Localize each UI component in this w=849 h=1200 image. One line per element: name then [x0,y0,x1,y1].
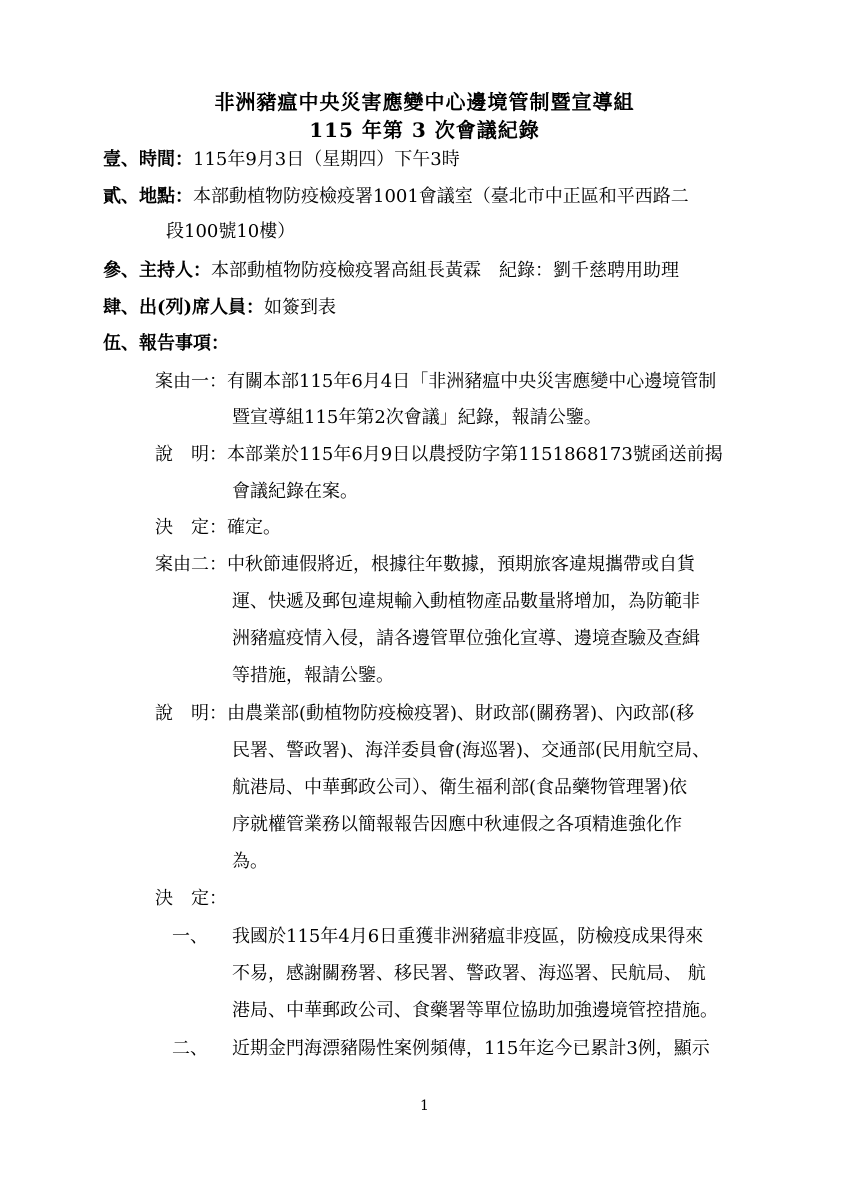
case2-label: 案由二： [155,554,227,575]
case2-line4: 等措施，報請公鑒。 [232,665,394,686]
reports-label: 伍、報告事項： [103,333,229,354]
case1-decision-row [155,516,281,540]
case2-line3: 洲豬瘟疫情入侵，請各邊管單位強化宣導、邊境查驗及查緝 [232,628,700,649]
case2-decision-label: 決 定： [155,888,227,909]
case1-note-line1: 本部業於115年6月9日以農授防字第1151868173號函送前揭 [227,444,723,465]
case1-note-label: 說 明： [155,444,227,465]
case1-label: 案由一： [155,371,227,392]
case2-note-line2: 民署、警政署)、海洋委員會(海巡署)、交通部(民用航空局、 [232,740,711,761]
case2-note-line1: 由農業部(動植物防疫檢疫署)、財政部(關務署)、內政部(移 [227,703,695,724]
chair-value: 本部動植物防疫檢疫署高組長黃霖 紀錄：劉千慈聘用助理 [211,260,679,281]
case1-note-line2: 會議紀錄在案。 [232,481,358,502]
decision-item-1-num: 一、 [172,926,208,947]
time-label: 壹、時間： [103,149,193,170]
case2-row [155,553,695,577]
attendees-row [103,296,336,320]
case2-note-line3: 航港局、中華郵政公司）、衛生福利部(食品藥物管理署)依 [232,777,688,798]
decision-item-1-line1: 我國於115年4月6日重獲非洲豬瘟非疫區，防檢疫成果得來 [232,926,704,947]
decision-item-2-num: 二、 [172,1038,208,1059]
chair-label: 參、主持人： [103,260,211,281]
page-number: 1 [420,1098,429,1114]
place-row [103,185,689,209]
case2-line1: 中秋節連假將近，根據往年數據，預期旅客違規攜帶或自貨 [227,554,695,575]
chair-row [103,259,679,283]
case2-line2: 運、快遞及郵包違規輸入動植物產品數量將增加，為防範非 [232,591,700,612]
doc-title-line2: 115 年第 3 次會議紀錄 [309,118,540,142]
case1-decision: 確定。 [227,517,281,538]
case1-decision-label: 決 定： [155,517,227,538]
time-row [103,148,460,172]
case1-line1: 有關本部115年6月4日「非洲豬瘟中央災害應變中心邊境管制 [227,371,717,392]
time-value: 115年9月3日（星期四）下午3時 [193,149,460,170]
case1-note-row [155,443,723,467]
attendees-value: 如簽到表 [264,297,337,318]
case1-row [155,370,716,394]
case2-note-line5: 為。 [232,851,268,872]
case1-line2: 暨宣導組115年第2次會議」紀錄，報請公鑒。 [232,407,602,428]
decision-item-1-line2: 不易，感謝關務署、移民署、警政署、海巡署、民航局、 航 [232,963,706,984]
place-value-line2: 段100號10樓） [166,221,296,242]
case2-note-line4: 序就權管業務以簡報報告因應中秋連假之各項精進強化作 [232,814,682,835]
attendees-label: 肆、出(列)席人員： [103,297,265,318]
decision-item-1-line3: 港局、中華郵政公司、食藥署等單位協助加強邊境管控措施。 [232,1000,718,1021]
decision-item-2-line1: 近期金門海漂豬陽性案例頻傳，115年迄今已累計3例，顯示 [232,1038,710,1059]
case2-note-row [155,702,694,726]
place-value-line1: 本部動植物防疫檢疫署1001會議室（臺北市中正區和平西路二 [193,186,689,207]
place-label: 貳、地點： [103,186,193,207]
case2-note-label: 說 明： [155,703,227,724]
doc-title-line1: 非洲豬瘟中央災害應變中心邊境管制暨宣導組 [214,90,635,114]
